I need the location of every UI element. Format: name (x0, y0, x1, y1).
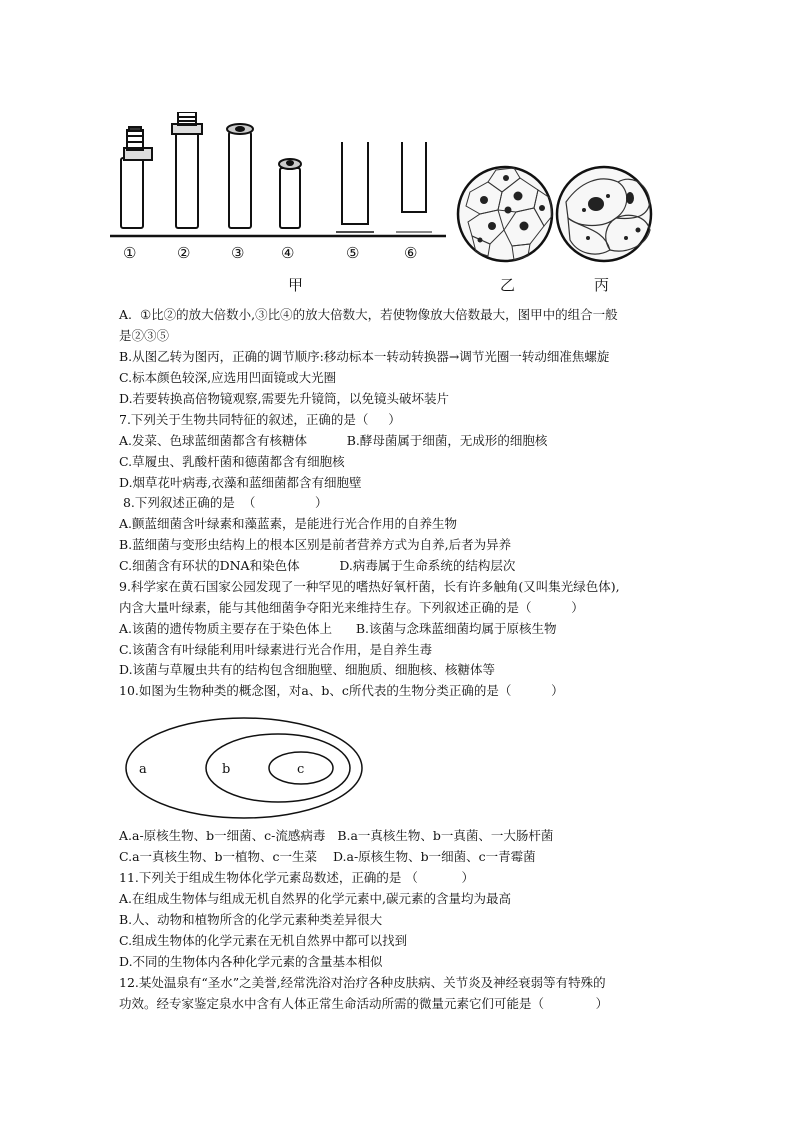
q9-option-d: D.该菌与草履虫共有的结构包含细胞壁、细胞质、细胞核、核糖体等 (119, 662, 496, 677)
field-view-yi-icon (458, 167, 552, 261)
lens-2-icon (172, 112, 202, 228)
q6-option-b: B.从图乙转为图丙，正确的调节顺序:移动标本一转动转换器→调节光圈一转动细准焦螺旋 (119, 349, 610, 364)
q11-option-d: D.不同的生物体内各种化学元素的含量基本相似 (119, 954, 383, 969)
q6-option-c: C.标本颜色较深,应选用凹面镜或大光圈 (119, 370, 337, 385)
q9-options-ab: A.该菌的遗传物质主要存在于染色体上 B.该菌与念珠蓝细菌均属于原核生物 (119, 621, 557, 636)
q12-stem-line2: 功效。经专家鉴定泉水中含有人体正常生命活动所需的微量元素它们可能是（ ） (119, 996, 609, 1011)
q12-stem-line1: 12.某处温泉有“圣水”之美誉,经常洗浴对治疗各种皮肤病、关节炎及神经衰弱等有特殊的 (119, 975, 606, 990)
lens-1-icon (121, 127, 152, 228)
panel-label-yi: 乙 (500, 276, 516, 294)
concept-venn-diagram (118, 712, 378, 820)
q10-stem: 10.如图为生物种类的概念图，对a、b、c所代表的生物分类正确的是（ ） (119, 683, 564, 698)
q6-option-a-line2: 是②③⑤ (119, 328, 170, 343)
q9-stem-line2: 内含大量叶绿素，能与其他细菌争夺阳光来维持生存。下列叙述正确的是（ ） (119, 600, 584, 615)
lens-label-2: ② (177, 244, 191, 262)
venn-label-a: a (139, 762, 147, 777)
q8-option-b: B.蓝细菌与变形虫结构上的根本区别是前者营养方式为自养,后者为异养 (119, 537, 512, 552)
q8-option-a: A.颤蓝细菌含叶绿素和藻蓝素，是能进行光合作用的自养生物 (119, 516, 458, 531)
lens-label-1: ① (123, 244, 137, 262)
q10-options-ab: A.a-原核生物、b一细菌、c-流感病毒 B.a一真核生物、b一真菌、一大肠杆菌 (119, 828, 554, 843)
lens-3-icon (227, 124, 253, 228)
lens-label-6: ⑥ (404, 244, 418, 262)
field-view-bing-icon (557, 167, 651, 261)
q7-option-d: D.烟草花叶病毒,衣藻和蓝细菌都含有细胞壁 (119, 475, 362, 490)
q7-stem: 7.下列关于生物共同特征的叙述，正确的是（ ） (119, 412, 401, 427)
lens-4-icon (279, 159, 301, 228)
lens-label-4: ④ (281, 244, 295, 262)
lens-label-3: ③ (231, 244, 245, 262)
q6-option-d: D.若要转换高倍物镜观察,需要先升镜筒，以免镜头破坏装片 (119, 391, 450, 406)
microscope-lens-figure (110, 112, 670, 297)
q10-options-cd: C.a一真核生物、b一植物、c一生菜 D.a-原核生物、b一细菌、c一青霉菌 (119, 849, 536, 864)
lens-label-5: ⑤ (346, 244, 360, 262)
q6-option-a-line1: A. ①比②的放大倍数小,③比④的放大倍数大，若使物像放大倍数最大，图甲中的组合一般 (119, 307, 618, 322)
q9-stem-line1: 9.科学家在黄石国家公园发现了一种罕见的嗜热好氧杆菌，长有许多触角(又叫集光绿色体), (119, 579, 620, 594)
q11-stem: 11.下列关于组成生物体化学元素岛数述，正确的是 （ ） (119, 870, 475, 885)
q11-option-b: B.人、动物和植物所含的化学元素种类差异很大 (119, 912, 383, 927)
q11-option-a: A.在组成生物体与组成无机自然界的化学元素中,碳元素的含量均为最高 (119, 891, 511, 906)
q7-options-ab: A.发菜、色球蓝细菌都含有核糖体 B.酵母菌属于细菌，无成形的细胞核 (119, 433, 548, 448)
venn-label-b: b (222, 762, 231, 777)
panel-label-jia: 甲 (288, 276, 304, 294)
q8-stem: 8.下列叙述正确的是 （ ） (119, 495, 328, 510)
q7-option-c: C.草履虫、乳酸杆菌和德菌都含有细胞核 (119, 454, 345, 469)
q8-options-cd: C.细菌含有环状的DNA和染色体 D.病毒属于生命系统的结构层次 (119, 558, 516, 573)
panel-label-bing: 丙 (594, 276, 610, 294)
venn-label-c: c (297, 762, 305, 777)
q9-option-c: C.该菌含有叶绿能利用叶绿素进行光合作用，是自养生毒 (119, 642, 433, 657)
q11-option-c: C.组成生物体的化学元素在无机自然界中都可以找到 (119, 933, 408, 948)
lens-5-icon (336, 142, 374, 232)
lens-6-icon (396, 142, 432, 232)
